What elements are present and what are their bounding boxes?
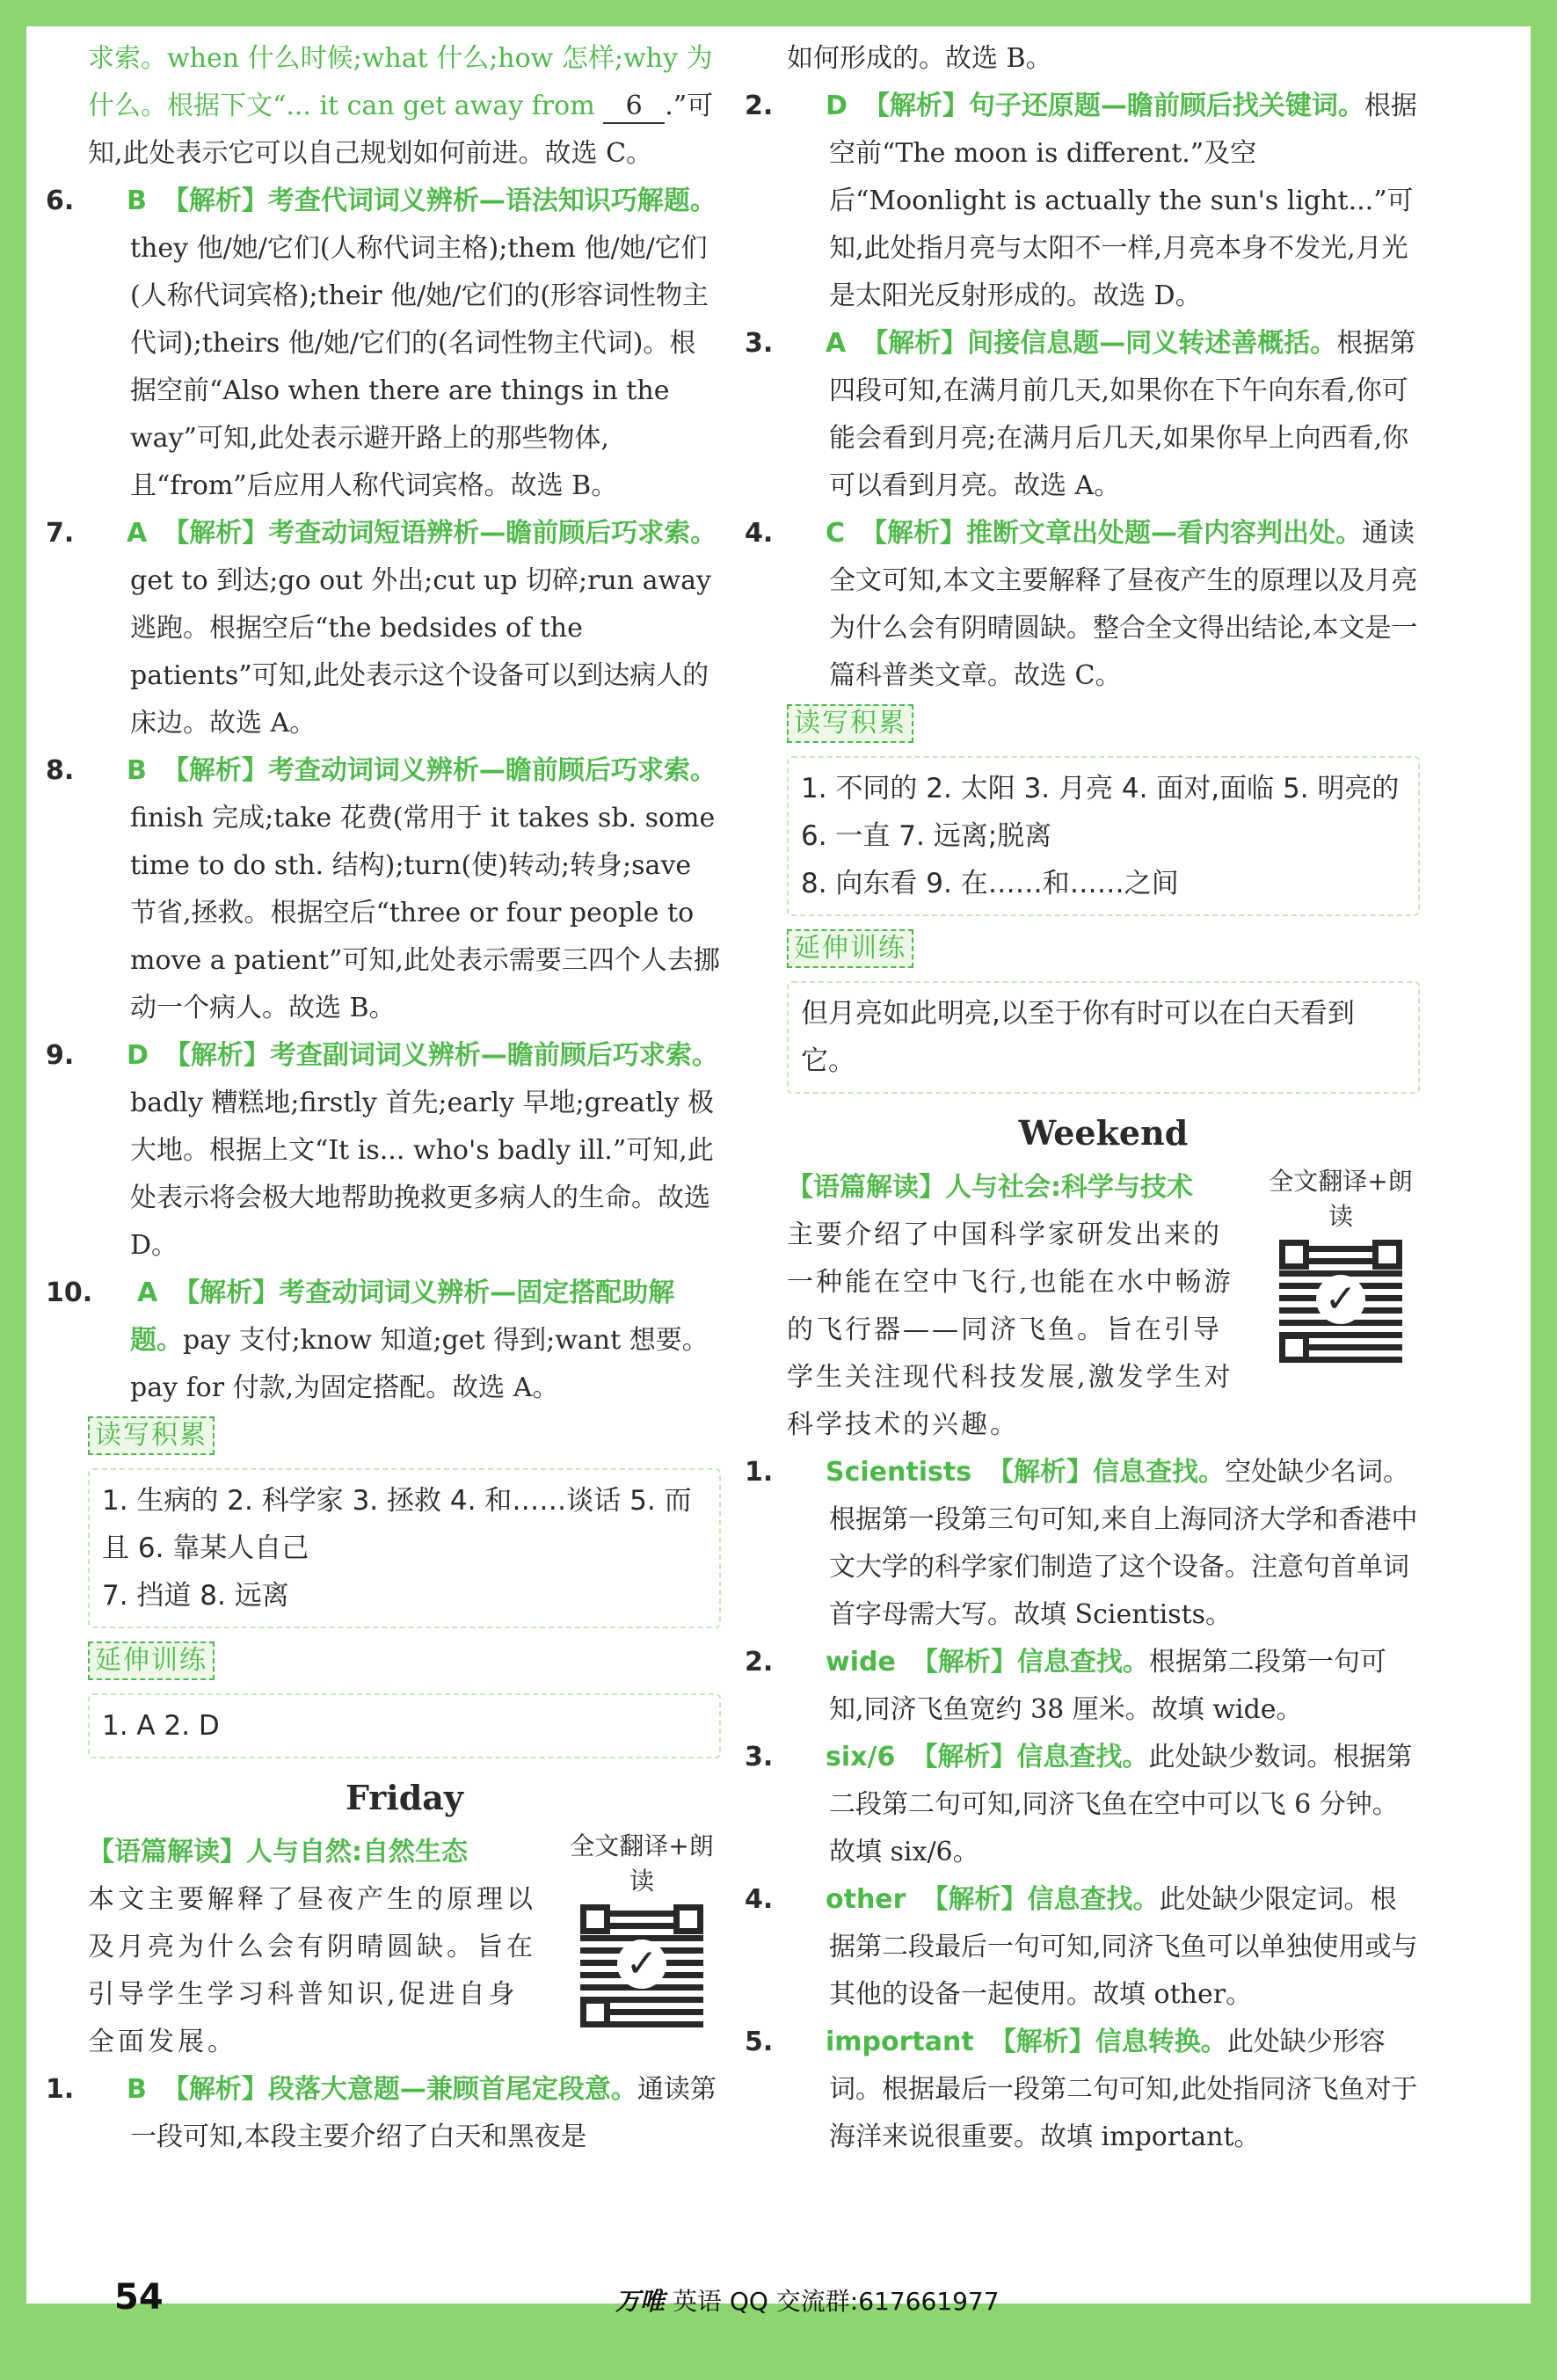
analysis-tag: 【解析】间接信息题—同义转述善概括。 bbox=[862, 328, 1337, 359]
analysis-tag: 【解析】信息查找。 bbox=[911, 1647, 1149, 1678]
left-column bbox=[46, 35, 721, 2161]
vocab-box bbox=[88, 1468, 721, 1628]
qr-caption: 全文翻译+朗读 bbox=[1269, 1167, 1413, 1231]
reading-writing-accumulation bbox=[88, 1412, 721, 1628]
cont1-text: 求索。when 什么时候;what 什么;how 怎样;why 为什么。根据下文“... it can get away from bbox=[88, 43, 713, 121]
passage-intro bbox=[88, 1829, 721, 2066]
vocab-box bbox=[787, 756, 1420, 916]
right-column bbox=[745, 35, 1420, 2161]
analysis-tag: 【解析】信息查找。 bbox=[911, 1742, 1149, 1772]
item-number: 4. bbox=[745, 1884, 774, 1915]
item-number: 9. bbox=[46, 1040, 75, 1071]
answer-item-6 bbox=[46, 178, 721, 510]
item-number: 7. bbox=[46, 518, 75, 549]
vocab-line: 1. 不同的 2. 太阳 3. 月亮 4. 面对,面临 5. 明亮的 6. 一直 7. 远离;脱离 bbox=[801, 773, 1400, 852]
answer-item-8 bbox=[46, 747, 721, 1032]
page-number: 54 bbox=[114, 2277, 164, 2318]
item-number: 3. bbox=[745, 328, 774, 359]
answer-word: wide bbox=[826, 1647, 896, 1678]
answer-word: important bbox=[826, 2027, 974, 2057]
passage-summary: 主要介绍了中国科学家研发出来的一种能在空中飞行,也能在水中畅游的飞行器——同济飞鱼。旨在引导学生关注现代科技发展,激发学生对科学技术的兴趣。 bbox=[787, 1219, 1233, 1440]
section-label: 延伸训练 bbox=[88, 1641, 215, 1680]
analysis-tag: 【解析】信息转换。 bbox=[989, 2027, 1227, 2057]
friday-item-2 bbox=[745, 83, 1420, 320]
weekend-item-5 bbox=[745, 2019, 1420, 2161]
analysis-text: finish 完成;take 花费(常用于 it takes sb. some time to do sth. 结构);turn(使)转动;转身;save 节省,拯救。根据空后“three or four people to move a patient”可知,此处表示需要三四个人去挪动一个病人。故选 B。 bbox=[130, 803, 720, 1023]
analysis-text: 根据第四段可知,在满月前几天,如果你在下午向东看,你可能会看到月亮;在满月后几天,如果你早上向西看,你可以看到月亮。故选 A。 bbox=[829, 328, 1416, 501]
answer-word: six/6 bbox=[826, 1742, 896, 1772]
footer-group-info bbox=[615, 2282, 1000, 2318]
item-number: 10. bbox=[46, 1277, 93, 1308]
analysis-tag: 【解析】考查代词词义辨析—语法知识巧解题。 bbox=[162, 186, 717, 216]
passage-summary: 本文主要解释了昼夜产生的原理以及月亮为什么会有阴晴圆缺。旨在引导学生学习科普知识,促进自身全面发展。 bbox=[88, 1884, 536, 2057]
answer-letter: B bbox=[127, 2074, 147, 2105]
passage-intro bbox=[787, 1164, 1420, 1449]
weekend-item-3 bbox=[745, 1734, 1420, 1876]
extension-answer: 1. A 2. D bbox=[102, 1710, 220, 1742]
analysis-text: 此处缺少限定词。根据第二段最后一句可知,同济飞鱼可以单独使用或与其他的设备一起使用。故填 other。 bbox=[829, 1884, 1418, 2010]
item-number: 1. bbox=[46, 2074, 75, 2105]
reading-writing-accumulation bbox=[787, 700, 1420, 916]
analysis-tag: 【解析】信息查找。 bbox=[987, 1457, 1226, 1488]
analysis-tag: 【解析】句子还原题—瞻前顾后找关键词。 bbox=[862, 91, 1364, 121]
answer-letter: B bbox=[127, 755, 147, 786]
weekend-item-2 bbox=[745, 1639, 1420, 1734]
vocab-line: 1. 生病的 2. 科学家 3. 拯救 4. 和……谈话 5. 而且 6. 靠某人自己 bbox=[102, 1485, 692, 1564]
analysis-tag: 【解析】考查副词词义辨析—瞻前顾后巧求索。 bbox=[164, 1040, 718, 1071]
analysis-text: 通读第一段可知,本段主要介绍了白天和黑夜是 bbox=[130, 2074, 717, 2152]
continued-answer bbox=[88, 35, 721, 178]
analysis-text: get to 到达;go out 外出;cut up 切碎;run away 逃跑。根据空后“the bedsides of the patients”可知,此处表示这个设备可以到达病人的床边。故选 A。 bbox=[130, 565, 711, 739]
analysis-text: 此处缺少数词。根据第二段第二句可知,同济飞鱼在空中可以飞 6 分钟。故填 six/6。 bbox=[829, 1742, 1413, 1867]
analysis-text: 空处缺少名词。根据第一段第三句可知,来自上海同济大学和香港中文大学的科学家们制造了这个设备。注意句首单词首字母需大写。故填 Scientists。 bbox=[829, 1457, 1418, 1630]
analysis-tag: 【解析】推断文章出处题—看内容判出处。 bbox=[861, 518, 1363, 549]
item-number: 2. bbox=[745, 1647, 774, 1678]
passage-tag: 【语篇解读】人与自然:自然生态 bbox=[88, 1837, 468, 1867]
item-number: 3. bbox=[745, 1742, 774, 1772]
qq-group-text: 英语 QQ 交流群:617661977 bbox=[672, 2287, 1000, 2316]
answer-word: other bbox=[826, 1884, 906, 1915]
analysis-tag: 【解析】考查动词词义辨析—瞻前顾后巧求索。 bbox=[162, 755, 717, 786]
item-number: 8. bbox=[46, 755, 75, 786]
analysis-text: they 他/她/它们(人称代词主格);them 他/她/它们(人称代词宾格);their 他/她/它们的(形容词性物主代词);theirs 他/她/它们的(名词性物主代词)。根据空前“Also when there are things in the way”可知,此处表示避开路上的那些物体,且“from”后应用人称代词宾格。故选 B。 bbox=[130, 233, 709, 501]
answer-item-10 bbox=[46, 1270, 721, 1412]
extension-box bbox=[88, 1693, 721, 1758]
friday-item-3 bbox=[745, 320, 1420, 510]
answer-letter: A bbox=[826, 328, 847, 359]
item-number: 4. bbox=[745, 518, 774, 549]
extension-training bbox=[787, 925, 1420, 1094]
analysis-text: 根据第二段第一句可知,同济飞鱼宽约 38 厘米。故填 wide。 bbox=[829, 1647, 1386, 1725]
item-number: 2. bbox=[745, 91, 774, 121]
friday-item-4 bbox=[745, 510, 1420, 700]
qr-code-icon[interactable] bbox=[580, 1904, 703, 2027]
section-label: 读写积累 bbox=[88, 1416, 215, 1455]
vocab-line: 7. 挡道 8. 远离 bbox=[102, 1580, 289, 1612]
section-label: 延伸训练 bbox=[787, 929, 913, 968]
answer-item-9 bbox=[46, 1032, 721, 1270]
brand-logo: 万唯 bbox=[615, 2287, 666, 2316]
answer-letter: A bbox=[127, 518, 148, 549]
item-number: 1. bbox=[745, 1457, 774, 1488]
answer-letter: D bbox=[826, 91, 848, 121]
answer-letter: B bbox=[127, 186, 147, 216]
analysis-text: 根据空前“The moon is different.”及空后“Moonlight is actually the sun's light...”可知,此处指月亮与太阳不一样,月亮本身不发光,月光是太阳光反射形成的。故选 D。 bbox=[829, 91, 1417, 311]
section-title-friday: Friday bbox=[345, 1778, 464, 1817]
item-number: 5. bbox=[745, 2027, 774, 2057]
weekend-item-1 bbox=[745, 1449, 1420, 1639]
extension-box bbox=[787, 981, 1420, 1094]
answer-letter: C bbox=[826, 518, 846, 549]
qr-block bbox=[1262, 1164, 1420, 1363]
qr-code-icon[interactable] bbox=[1279, 1240, 1402, 1363]
analysis-text: 此处缺少形容词。根据最后一段第二句可知,此处指同济飞鱼对于海洋来说很重要。故填 important。 bbox=[829, 2027, 1418, 2152]
check-icon: ✓ bbox=[617, 1940, 666, 1989]
analysis-text: 通读全文可知,本文主要解释了昼夜产生的原理以及月亮为什么会有阴晴圆缺。整合全文得出结论,本文是一篇科普类文章。故选 C。 bbox=[829, 518, 1418, 691]
answer-item-7 bbox=[46, 510, 721, 747]
section-title-weekend: Weekend bbox=[1018, 1113, 1189, 1153]
cont1-tail: .”可知,此处表示它可以自己规划如何前进。故选 C。 bbox=[88, 91, 714, 169]
passage-tag: 【语篇解读】人与社会:科学与技术 bbox=[787, 1172, 1193, 1203]
item-number: 6. bbox=[46, 186, 75, 216]
friday-item-1 bbox=[46, 2066, 721, 2161]
analysis-text: pay 支付;know 知道;get 得到;want 想要。pay for 付款,为固定搭配。故选 A。 bbox=[130, 1325, 709, 1403]
qr-block bbox=[563, 1829, 721, 2027]
analysis-tag: 【解析】段落大意题—兼顾首尾定段意。 bbox=[162, 2074, 637, 2105]
vocab-line: 8. 向东看 9. 在……和……之间 bbox=[801, 868, 1179, 899]
extension-training bbox=[88, 1637, 721, 1758]
answer-letter: D bbox=[127, 1040, 149, 1071]
analysis-tag: 【解析】考查动词短语辨析—瞻前顾后巧求索。 bbox=[163, 518, 717, 549]
extension-answer: 但月亮如此明亮,以至于你有时可以在白天看到它。 bbox=[801, 998, 1355, 1077]
continued-answer: 如何形成的。故选 B。 bbox=[787, 43, 1052, 74]
analysis-tag: 【解析】信息查找。 bbox=[921, 1884, 1160, 1915]
analysis-tag: 【解析】考查动词词义辨析—固定搭配助解题。 bbox=[130, 1277, 675, 1356]
answer-letter: A bbox=[137, 1277, 158, 1308]
answer-word: Scientists bbox=[826, 1457, 972, 1488]
answer-blank: 6 bbox=[603, 91, 665, 124]
weekend-item-4 bbox=[745, 1876, 1420, 2019]
top-border bbox=[0, 0, 1557, 26]
section-label: 读写积累 bbox=[787, 704, 913, 743]
qr-caption: 全文翻译+朗读 bbox=[570, 1831, 714, 1896]
check-icon: ✓ bbox=[1316, 1275, 1365, 1324]
analysis-text: badly 糟糕地;firstly 首先;early 早地;greatly 极大地。根据上文“It is... who's badly ill.”可知,此处表示将会极大地帮助挽救更多病人的生命。故选 D。 bbox=[130, 1088, 714, 1261]
